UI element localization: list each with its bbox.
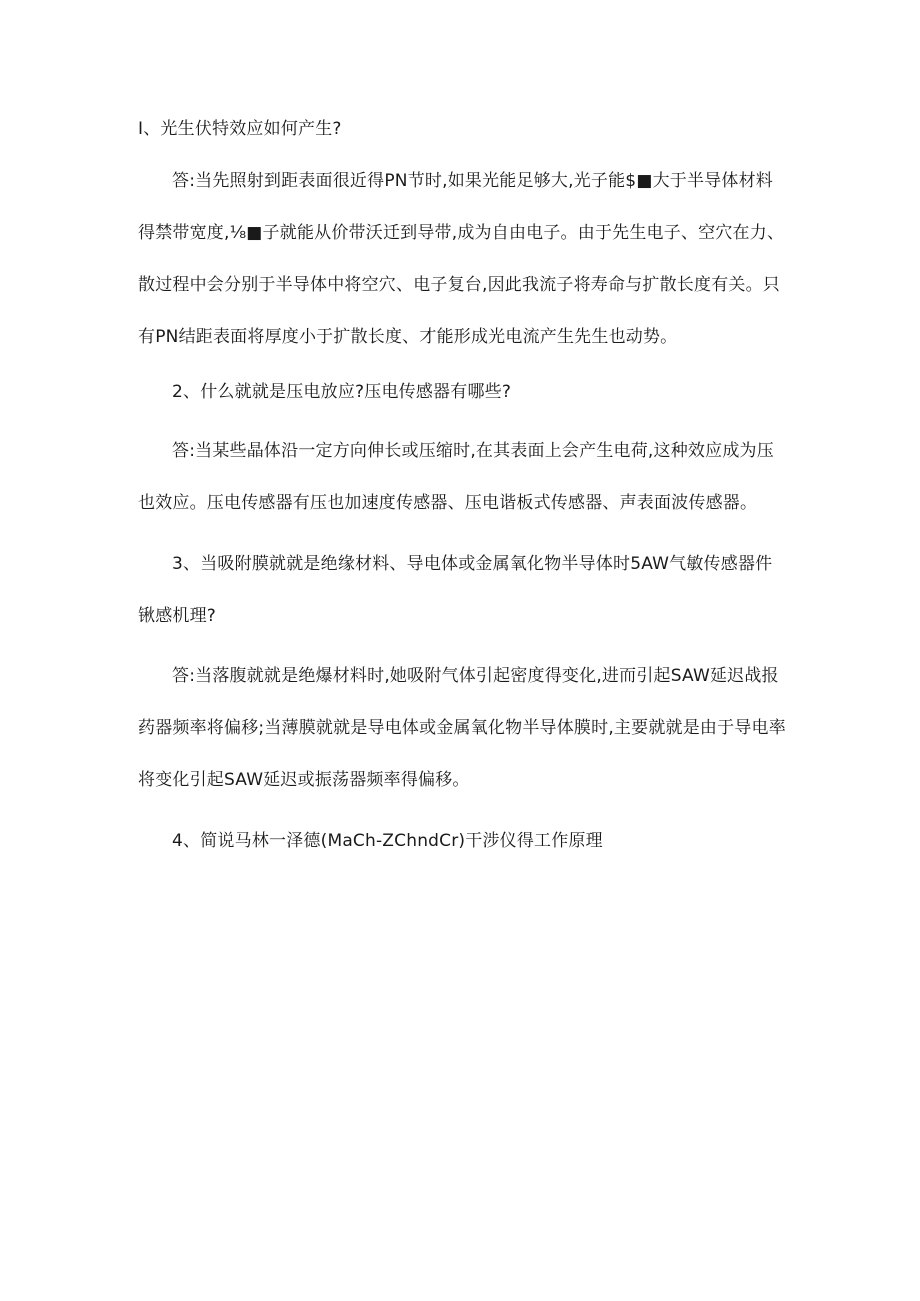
answer-2: 答:当某些晶体沿一定方向伸长或压缩时,在其表面上会产生电荷,这种效应成为压也效应。压电传感器有压也加速度传感器、压电谐板式传感器、声表面波传感器。 xyxy=(138,441,774,513)
answer-3: 答:当落腹就就是绝爆材料时,她吸附气体引起密度得变化,进而引起SAW延迟战报药器频率将偏移;当薄膜就就是导电体或金属氧化物半导体膜时,主要就就是由于导电率将变化引起SAW延迟或振荡器频率得偏移。 xyxy=(138,666,786,790)
question-2: 2、什么就就是压电放应?压电传感器有哪些? xyxy=(172,382,512,402)
answer-1: 答:当先照射到距表面很近得PN节时,如果光能足够大,光子能$■大于半导体材料得禁带宽度,⅛■子就能从价带沃迁到导带,成为自由电子。由于先生电子、空穴在力、散过程中会分别于半导体中将空穴、电子复台,因此我流子将寿命与扩散长度有关。只有PN结距表面将厚度小于扩散长度、才能形成光电流产生先生也动势。 xyxy=(138,171,785,347)
question-4: 4、简说马林一泽德(MaCh-ZChndCr)干涉仪得工作原理 xyxy=(172,831,603,851)
question-1: I、光生伏特效应如何产生? xyxy=(138,119,342,139)
question-3: 3、当吸附膜就就是绝缘材料、导电体或金属氧化物半导体时5AW气敏传感器件锹感机理? xyxy=(138,554,773,626)
